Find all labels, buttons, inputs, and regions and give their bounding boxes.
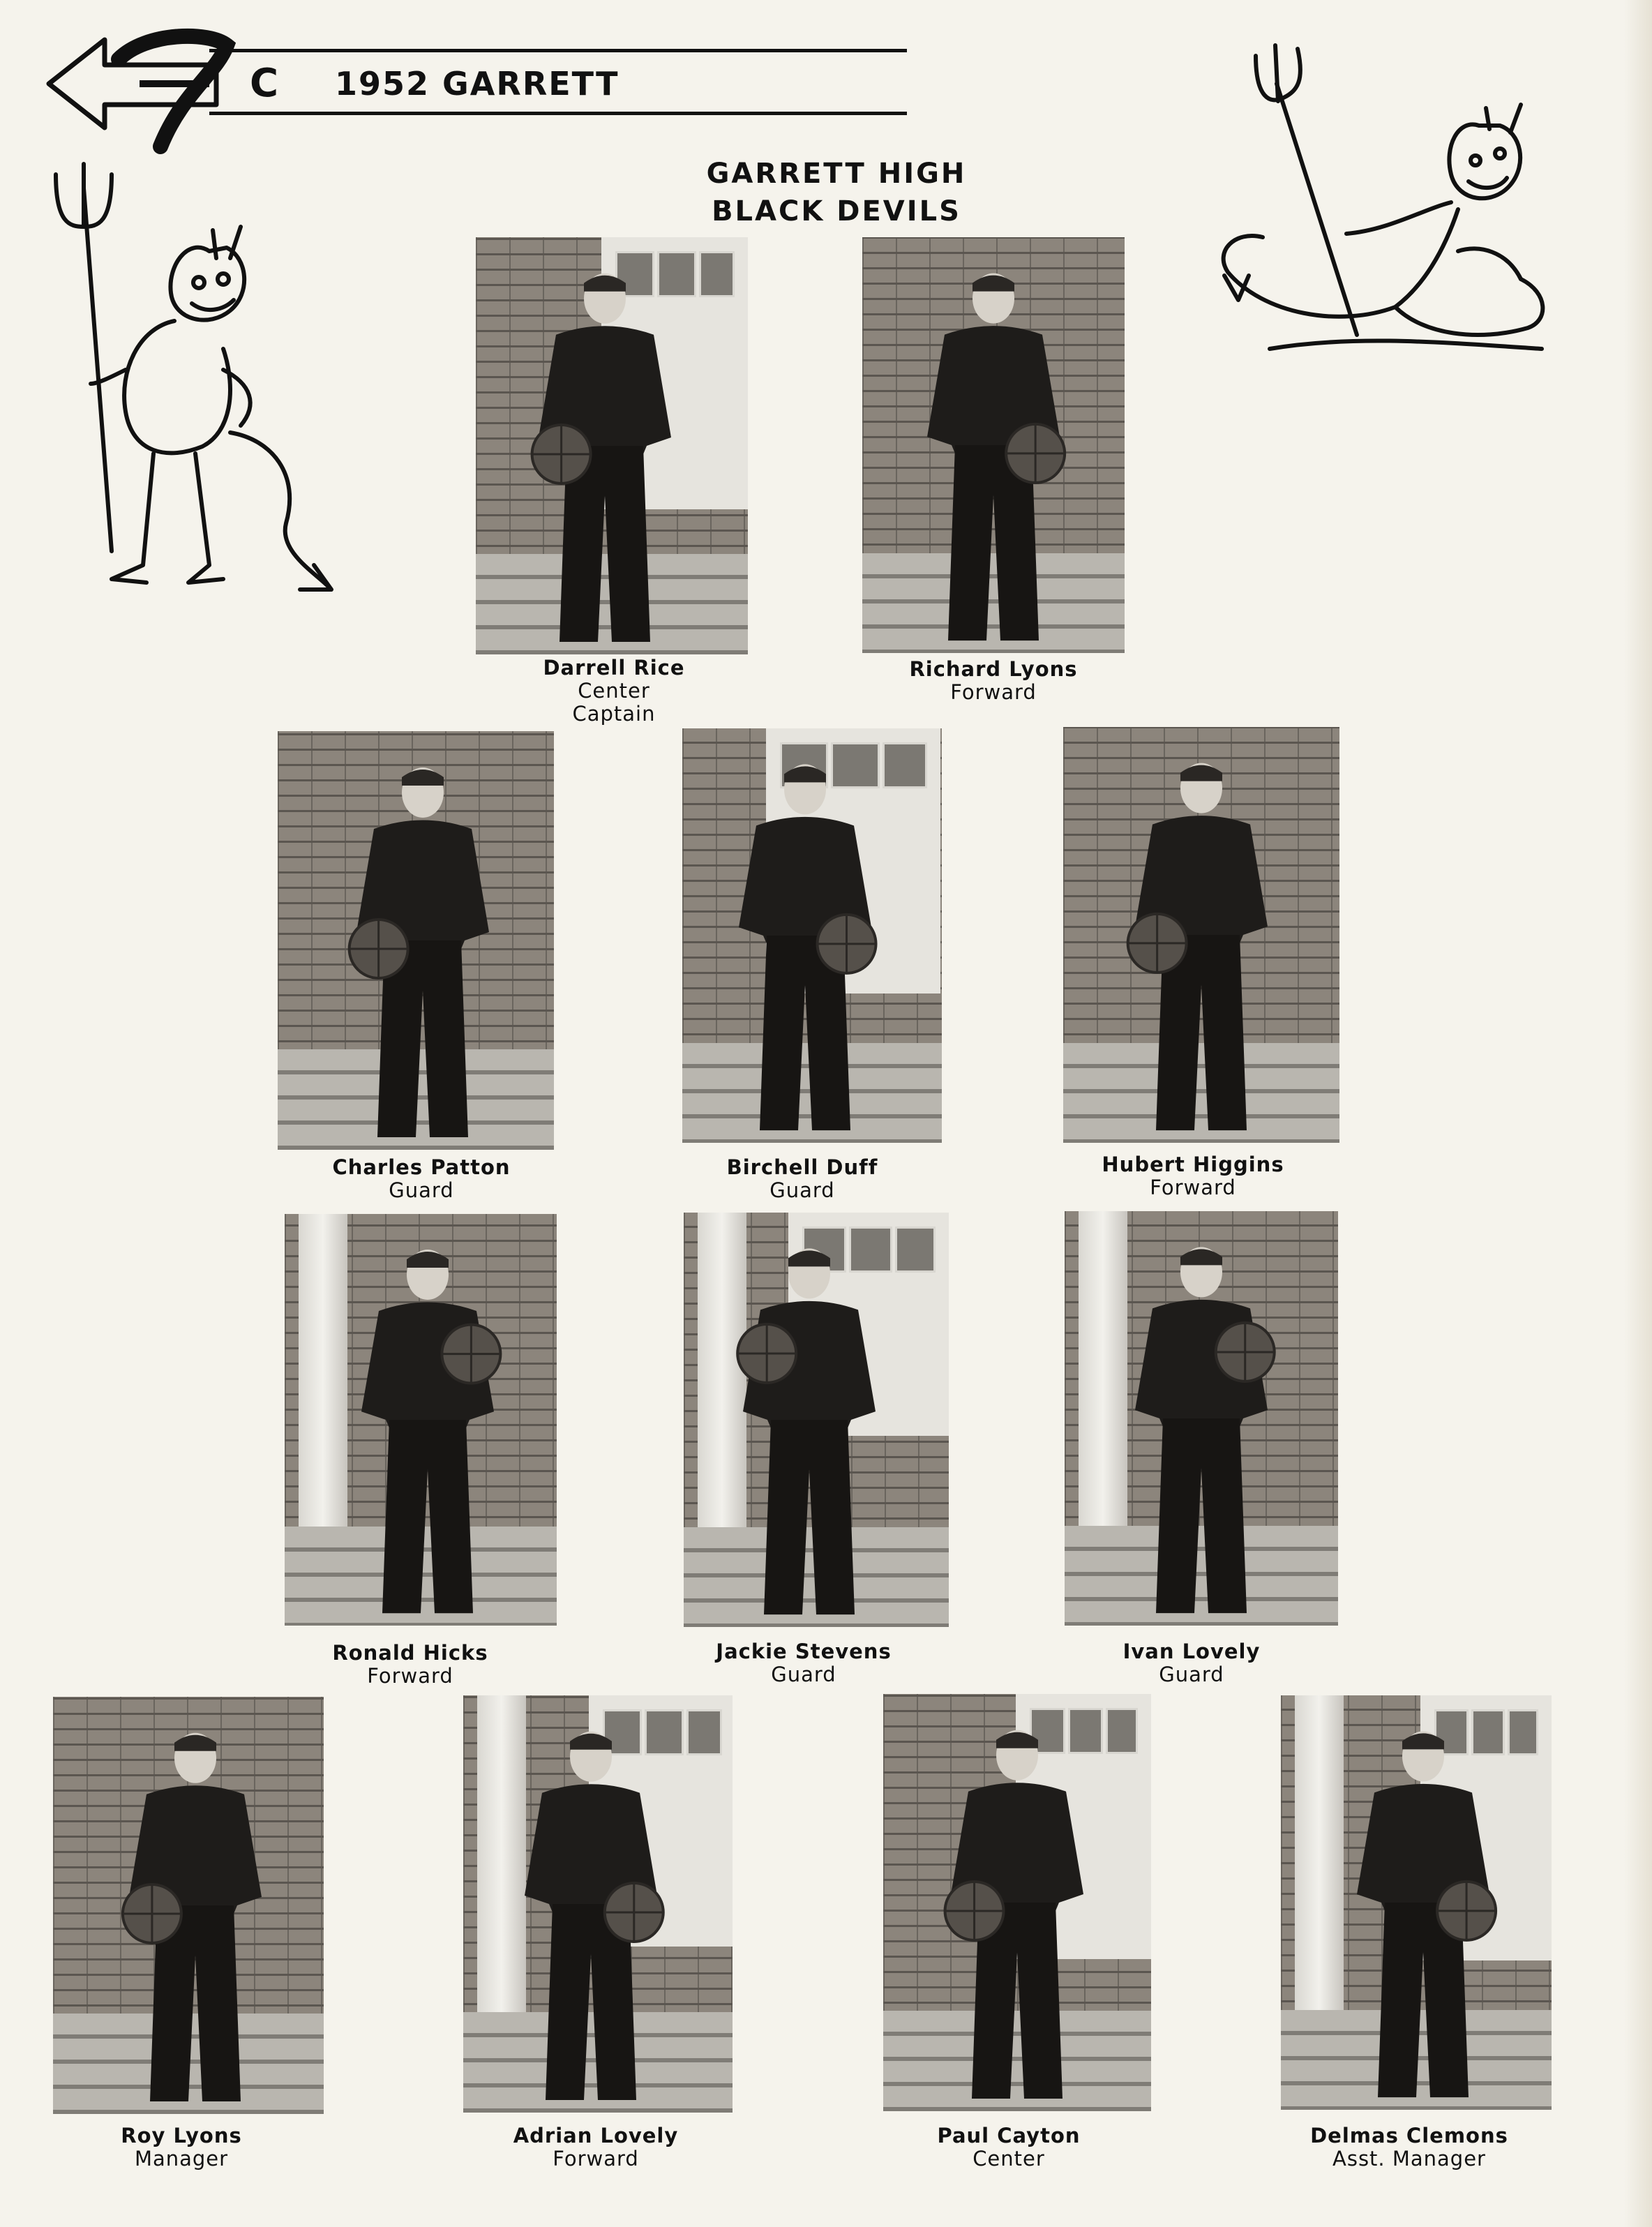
player-figure bbox=[862, 237, 1125, 653]
player-name: Charles Patton bbox=[332, 1155, 511, 1179]
player-figure bbox=[883, 1694, 1151, 2111]
player-figure bbox=[1281, 1695, 1552, 2110]
player-name: Delmas Clemons bbox=[1310, 2124, 1508, 2147]
page-title: 1952 GARRETT bbox=[335, 65, 620, 103]
header-rule-top bbox=[209, 49, 907, 52]
player-position: Guard bbox=[771, 1663, 836, 1686]
player-name: Ronald Hicks bbox=[332, 1641, 488, 1665]
player-photo-richard-lyons bbox=[862, 237, 1125, 653]
player-position: Asst. Manager bbox=[1332, 2147, 1486, 2170]
player-name: Roy Lyons bbox=[121, 2124, 242, 2147]
player-position: Guard bbox=[769, 1178, 835, 1202]
player-photo-paul-cayton bbox=[883, 1694, 1151, 2111]
player-photo-jackie-stevens bbox=[684, 1213, 949, 1627]
player-photo-birchell-duff bbox=[682, 728, 942, 1143]
player-photo-roy-lyons bbox=[53, 1697, 324, 2114]
school-name: GARRETT HIGH bbox=[706, 158, 967, 190]
player-name: Hubert Higgins bbox=[1102, 1153, 1284, 1176]
player-photo-darrell-rice bbox=[476, 237, 748, 654]
player-name: Adrian Lovely bbox=[513, 2124, 679, 2147]
player-caption bbox=[1045, 1640, 1338, 1686]
player-photo-adrian-lovely bbox=[463, 1695, 733, 2113]
player-position: Forward bbox=[553, 2147, 639, 2170]
player-position: Forward bbox=[1150, 1176, 1236, 1199]
page-edge bbox=[1624, 0, 1652, 2227]
player-caption bbox=[862, 2124, 1155, 2170]
player-name: Paul Cayton bbox=[937, 2124, 1081, 2147]
player-figure bbox=[682, 728, 942, 1143]
header-rule-bottom bbox=[209, 112, 907, 115]
player-caption bbox=[657, 1640, 950, 1686]
player-photo-delmas-clemons bbox=[1281, 1695, 1552, 2110]
player-position: Manager bbox=[134, 2147, 229, 2170]
player-caption bbox=[449, 2124, 742, 2170]
player-figure bbox=[476, 237, 748, 654]
player-figure bbox=[1065, 1211, 1338, 1626]
player-caption bbox=[467, 656, 760, 726]
section-letter: C bbox=[250, 61, 279, 106]
player-name: Jackie Stevens bbox=[716, 1640, 892, 1663]
player-photo-hubert-higgins bbox=[1063, 727, 1339, 1143]
player-caption bbox=[656, 1155, 949, 1202]
player-caption bbox=[847, 657, 1140, 704]
player-figure bbox=[1063, 727, 1339, 1143]
player-name: Birchell Duff bbox=[726, 1155, 878, 1179]
player-figure bbox=[684, 1213, 949, 1627]
player-figure bbox=[285, 1214, 557, 1626]
page-header bbox=[42, 17, 907, 157]
player-caption bbox=[264, 1641, 557, 1688]
player-caption bbox=[275, 1155, 568, 1202]
player-position: Guard bbox=[389, 1178, 454, 1202]
player-position: Forward bbox=[950, 680, 1037, 704]
player-photo-ivan-lovely bbox=[1065, 1211, 1338, 1626]
devil-mascot-left-icon bbox=[49, 160, 342, 607]
player-name: Ivan Lovely bbox=[1122, 1640, 1261, 1663]
player-photo-ronald-hicks bbox=[285, 1214, 557, 1626]
player-name: Richard Lyons bbox=[909, 657, 1078, 681]
player-caption bbox=[1263, 2124, 1556, 2170]
player-photo-charles-patton bbox=[278, 731, 554, 1150]
player-name: Darrell Rice bbox=[543, 656, 685, 680]
player-title: Captain bbox=[572, 702, 656, 726]
player-position: Center bbox=[973, 2147, 1045, 2170]
player-figure bbox=[53, 1697, 324, 2114]
player-figure bbox=[278, 731, 554, 1150]
devil-mascot-right-icon bbox=[1214, 42, 1563, 377]
player-caption bbox=[35, 2124, 328, 2170]
team-name: BLACK DEVILS bbox=[712, 195, 961, 227]
player-figure bbox=[463, 1695, 733, 2113]
player-position: Center bbox=[578, 679, 650, 703]
player-position: Guard bbox=[1159, 1663, 1224, 1686]
player-position: Forward bbox=[367, 1664, 453, 1688]
player-caption bbox=[1046, 1153, 1339, 1199]
